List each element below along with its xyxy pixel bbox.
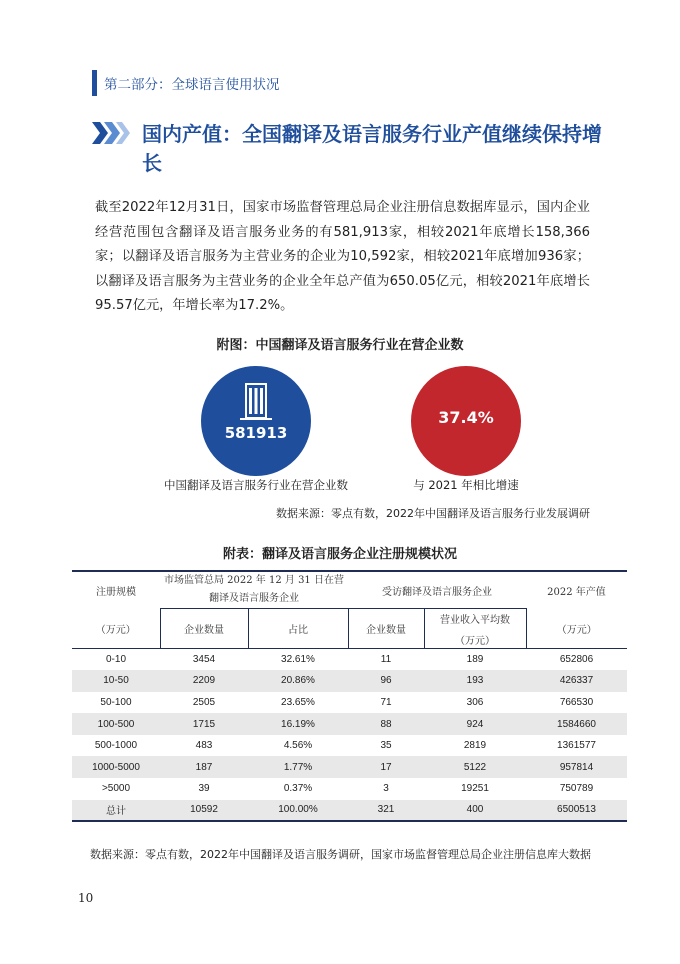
cell-survey-count: 11: [380, 654, 392, 666]
cell-avg-revenue: 193: [424, 670, 526, 692]
cell-avg-revenue: 2819: [463, 740, 487, 752]
header-regulator: 市场监管总局 2022 年 12 月 31 日在营翻译及语言服务企业: [160, 571, 348, 609]
cell-count: 2209: [160, 670, 248, 692]
cell-avg-revenue: 5122: [424, 756, 526, 778]
cell-count: 1715: [160, 713, 248, 735]
cell-share: 1.77%: [248, 756, 348, 778]
enterprise-count-value: 581913: [224, 424, 288, 442]
cell-output: 652806: [559, 654, 594, 666]
page-number: 10: [78, 891, 94, 905]
header-avg-revenue: [424, 609, 526, 649]
cell-scale: 500-1000: [94, 740, 138, 752]
growth-rate-caption: 与 2021 年相比增速: [413, 478, 519, 492]
cell-share: 4.56%: [283, 740, 313, 752]
header-scale-unit: （万元）: [72, 609, 160, 649]
section-label: 第二部分：全球语言使用状况: [104, 77, 280, 93]
cell-scale: >5000: [101, 783, 131, 795]
chevrons-icon: [92, 122, 132, 144]
table-row: [72, 735, 627, 757]
cell-survey-count: 96: [348, 670, 424, 692]
cell-output: 1361577: [557, 740, 596, 752]
cell-survey-count: 35: [380, 740, 392, 752]
header-avg-revenue-unit: （万元）: [455, 635, 495, 647]
cell-output: 426337: [526, 670, 627, 692]
table-row: [72, 670, 627, 692]
header-survey-count: 企业数量: [348, 609, 424, 649]
cell-avg-revenue: 19251: [461, 783, 489, 795]
cell-count: 3454: [192, 654, 216, 666]
cell-avg-revenue: 924: [424, 713, 526, 735]
header-scale: 注册规模: [72, 571, 160, 609]
section-tag: [92, 70, 280, 96]
cell-output: 6500513: [526, 800, 627, 822]
cell-survey-count: 71: [380, 696, 392, 708]
cell-output: 766530: [559, 696, 594, 708]
cell-scale: 总计: [72, 800, 160, 822]
growth-rate-circle: [411, 366, 521, 476]
table-row: [72, 713, 627, 735]
table-row: [72, 692, 627, 714]
cell-share: 0.37%: [283, 783, 313, 795]
cell-output: 1584660: [526, 713, 627, 735]
section-accent-bar: [92, 70, 97, 96]
cell-scale: 100-500: [72, 713, 160, 735]
cell-avg-revenue: 400: [424, 800, 526, 822]
cell-share: 23.65%: [281, 696, 315, 708]
cell-survey-count: 3: [383, 783, 389, 795]
cell-survey-count: 321: [348, 800, 424, 822]
cell-scale: 0-10: [105, 654, 126, 666]
growth-rate-value: 37.4%: [438, 408, 494, 427]
cell-survey-count: 88: [348, 713, 424, 735]
header-surveyed: 受访翻译及语言服务企业: [348, 571, 526, 609]
cell-share: 20.86%: [248, 670, 348, 692]
table-source: 数据来源：零点有数，2022年中国翻译及语言服务调研，国家市场监督管理总局企业注册信息库大数据: [90, 848, 591, 861]
table-row: [72, 756, 627, 778]
enterprise-count-caption: 中国翻译及语言服务行业在营企业数: [164, 478, 348, 492]
cell-avg-revenue: 306: [466, 696, 484, 708]
cell-count: 10592: [160, 800, 248, 822]
table-row: [72, 649, 627, 671]
header-output: 2022 年产值: [526, 571, 627, 609]
cell-count: 483: [195, 740, 213, 752]
cell-count: 39: [198, 783, 210, 795]
cell-output: 750789: [559, 783, 594, 795]
figure-source: 数据来源：零点有数，2022年中国翻译及语言服务行业发展调研: [276, 507, 590, 520]
cell-scale: 10-50: [72, 670, 160, 692]
cell-output: 957814: [526, 756, 627, 778]
cell-avg-revenue: 189: [466, 654, 484, 666]
header-count: 企业数量: [160, 609, 248, 649]
cell-share: 32.61%: [281, 654, 315, 666]
cell-share: 16.19%: [248, 713, 348, 735]
body-paragraph: 截至2022年12月31日，国家市场监督管理总局企业注册信息数据库显示，国内企业经营范围包含翻译及语言服务业务的有581,913家，相较2021年底增长158,366家；以翻译及语言服务为主营业务的企业为10,592家，相较2021年底增加936家；以翻译及语言服务为主营业务的企业全年总产值为650.05亿元，相较2021年底增长95.57亿元，年增长率为17.2%。: [95, 200, 590, 313]
cell-share: 100.00%: [248, 800, 348, 822]
table-title: 附表：翻译及语言服务企业注册规模状况: [222, 547, 457, 562]
header-output-unit: （万元）: [526, 609, 627, 649]
cell-scale: 1000-5000: [72, 756, 160, 778]
table-row: [72, 778, 627, 800]
cell-count: 187: [160, 756, 248, 778]
header-share: 占比: [248, 609, 348, 649]
cell-survey-count: 17: [348, 756, 424, 778]
registration-scale-table: [72, 570, 627, 822]
cell-count: 2505: [192, 696, 216, 708]
building-icon: [236, 380, 276, 420]
page-title: 国内产值：全国翻译及语言服务行业产值继续保持增长: [142, 122, 602, 175]
header-avg-revenue-label: 营业收入平均数: [440, 614, 510, 626]
enterprise-count-circle: [201, 366, 311, 476]
figure-title: 附图：中国翻译及语言服务行业在营企业数: [216, 338, 464, 353]
table-total-row: [72, 800, 627, 822]
cell-scale: 50-100: [100, 696, 132, 708]
